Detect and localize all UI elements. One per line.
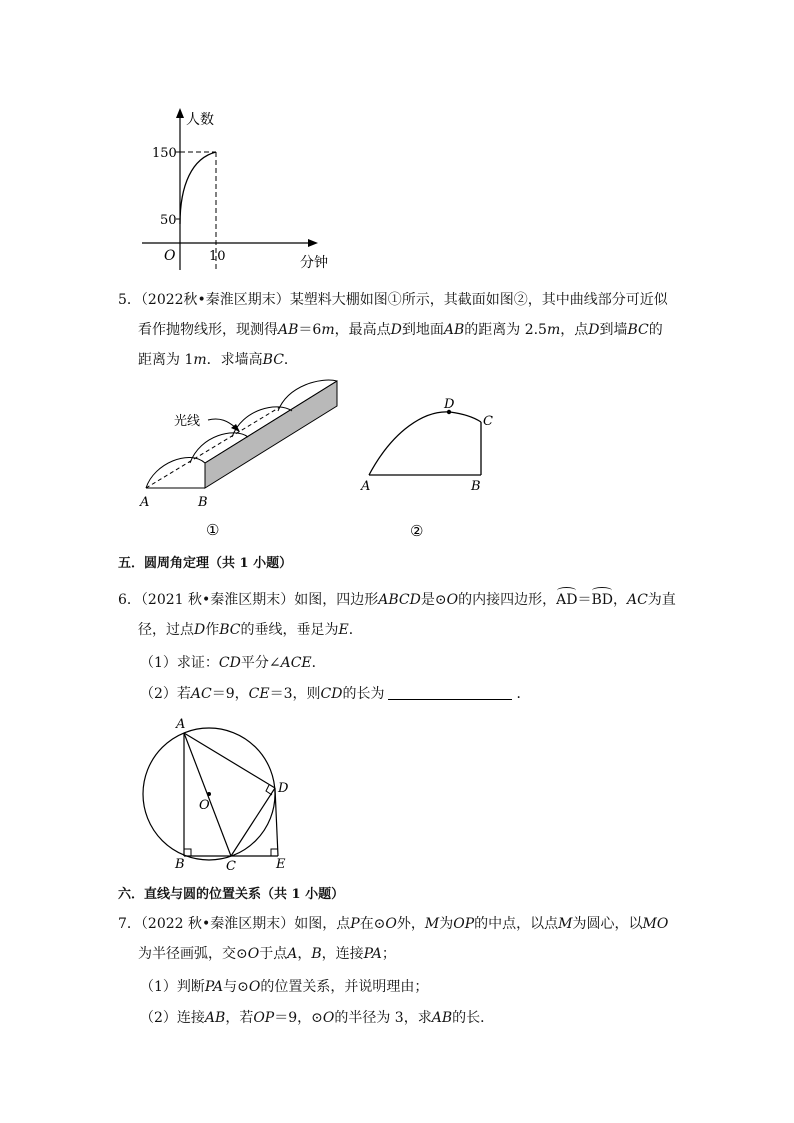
answer-blank[interactable] [388,685,512,700]
text-fragment: ； [381,946,396,962]
q7-line1 [118,914,668,934]
text-fragment: 某塑料大棚如图①所示，其截面如图②，其中曲线部分可近似 [289,292,668,308]
circle-quadrilateral-figure [130,712,300,872]
q6-line2 [138,620,363,640]
text-fragment: PA [363,946,382,962]
text-fragment: （1）求证： [140,655,219,671]
text-fragment: 径，过点 [138,622,194,638]
text-fragment: 的位置关系，并说明理由； [260,979,429,995]
text-fragment: M [558,916,573,932]
x-axis-arrow [308,239,318,247]
text-fragment: E [338,622,349,638]
text-fragment: 为半径画弧，交⊙ [138,946,248,962]
text-fragment: 为直 [647,592,676,608]
text-fragment: ABCD [378,592,421,608]
text-fragment: B [311,946,322,962]
center-O [207,792,211,796]
text-fragment: PA [204,979,224,995]
label-A: A [176,717,186,732]
text-fragment: 的内接四边形， [458,592,557,608]
q5-line2 [138,320,663,340]
text-fragment: ， [297,946,312,962]
text-fragment: 的半径为 3，求 [334,1010,432,1026]
text-fragment: D [390,322,402,338]
text-fragment: ，点 [560,322,589,338]
text-fragment: AB [204,1010,226,1026]
text-fragment: （2）若 [140,686,191,702]
text-fragment: MO [642,916,669,932]
q5-line1 [118,290,668,310]
text-fragment: 到墙 [599,322,628,338]
q7-line2 [138,944,396,964]
text-fragment: AB [443,322,465,338]
text-fragment: ＝3，则 [269,686,321,702]
text-fragment: 的长为 [342,686,385,702]
text-fragment: O [446,592,459,608]
text-fragment: （2）连接 [140,1010,205,1026]
text-fragment: （2021 秋•秦淮区期末） [140,592,295,608]
text-fragment: AC [190,686,212,702]
label-D: D [278,781,289,796]
y-axis-label: 人数 [186,112,214,128]
fig2-label-B: B [471,479,481,494]
fig2-label-D: D [444,397,455,412]
text-fragment: 平分∠ [240,655,281,671]
text-fragment: ．求墙高 [206,352,263,368]
label-E: E [276,857,286,872]
text-fragment: m [546,322,561,338]
arch-front [146,457,205,488]
text-fragment: CD [320,686,343,702]
text-fragment: D [588,322,600,338]
text-fragment: AB [278,322,299,338]
section-5-heading: 五．圆周角定理（共 1 小题） [118,556,293,571]
q6-part1 [140,653,326,673]
text-fragment: D [194,622,206,638]
y-tick-50: 50 [160,213,177,228]
text-fragment: 为圆心，以 [572,916,643,932]
text-fragment: 作 [205,622,220,638]
text-fragment: BC [262,352,284,368]
text-fragment: AB [431,1010,453,1026]
text-fragment: 6． [118,592,141,608]
text-fragment: 如图，四边形 [294,592,379,608]
text-fragment: P [350,916,360,932]
text-fragment: A [287,946,298,962]
text-fragment: 的 [648,322,663,338]
greenhouse-wall-side [205,381,337,488]
text-fragment: （1）判断 [140,979,205,995]
x-tick-10: 10 [209,249,226,264]
text-fragment: O [247,946,260,962]
parabola-arc [369,412,481,475]
text-fragment: OP [453,916,475,932]
text-fragment: ＝9，⊙ [274,1010,323,1026]
section-6-heading: 六．直线与圆的位置关系（共 1 小题） [118,887,345,902]
fig1-caption: ① [206,521,220,539]
text-fragment: ． [516,686,531,702]
light-label: 光线 [174,414,201,429]
fig2-caption: ② [410,522,424,540]
text-fragment: ，连接 [321,946,364,962]
segment-DE [275,788,278,856]
text-fragment: O [322,1010,335,1026]
text-fragment: 的垂线，垂足为 [240,622,339,638]
text-fragment: ，若 [225,1010,254,1026]
text-fragment: 5． [118,292,141,308]
text-fragment: 外， [396,916,425,932]
text-fragment: （2022 秋•秦淮区期末） [140,916,295,932]
text-fragment: 在⊙ [359,916,386,932]
text-fragment: 与⊙ [223,979,249,995]
text-fragment: m [321,322,335,338]
text-fragment: M [424,916,440,932]
q7-part1 [140,977,428,997]
text-fragment: O [385,916,397,932]
text-fragment: ACE [280,655,312,671]
greenhouse-figure [130,375,360,545]
segment-AD [184,733,275,788]
text-fragment: ＝9， [211,686,249,702]
population-time-graph [140,100,350,275]
text-fragment: ＝ [577,592,592,608]
label-O: O [199,798,210,813]
q5-line3 [138,350,298,370]
text-fragment: BC [627,322,649,338]
text-fragment: BC [219,622,241,638]
origin-label: O [164,248,176,264]
fig1-label-B: B [198,495,208,510]
text-fragment: ． [311,655,326,671]
text-fragment: 于点 [259,946,288,962]
text-fragment: ，最高点 [334,322,391,338]
fig1-label-A: A [140,495,150,510]
text-fragment: CD [218,655,241,671]
text-fragment: ． [283,352,298,368]
text-fragment: ， [612,592,627,608]
text-fragment: OP [253,1010,275,1026]
text-fragment: 的中点，以点 [474,916,559,932]
text-fragment: m [193,352,207,368]
right-angle-E [271,849,278,856]
text-fragment: 7． [118,916,141,932]
growth-curve [180,152,216,224]
text-fragment: 是⊙ [420,592,447,608]
fig2-label-C: C [483,414,493,429]
q6-line1 [118,590,676,610]
light-arrow [208,419,236,428]
arc-AD: AD [556,592,578,608]
text-fragment: AC [626,592,648,608]
text-fragment: 距离为 1 [138,352,194,368]
text-fragment: 看作抛物线形，现测得 [138,322,278,338]
q7-part2 [140,1008,494,1028]
cross-section-figure [355,390,505,540]
text-fragment: （2022秋•秦淮区期末） [140,292,290,308]
text-fragment: CE [248,686,270,702]
text-fragment: 的距离为 2.5 [464,322,547,338]
text-fragment: 到地面 [401,322,444,338]
label-B: B [175,857,185,872]
text-fragment: ＝6 [298,322,322,338]
text-fragment: 如图，点 [294,916,351,932]
text-fragment: O [248,979,261,995]
text-fragment: ． [348,622,363,638]
x-axis-label: 分钟 [300,255,328,271]
fig2-label-A: A [361,479,371,494]
text-fragment: 为 [439,916,454,932]
arc-BD: BD [591,592,613,608]
y-axis-arrow [176,108,184,118]
y-tick-150: 150 [152,146,177,161]
q6-part2 [140,684,530,704]
text-fragment: 的长． [452,1010,495,1026]
label-C: C [226,859,236,872]
